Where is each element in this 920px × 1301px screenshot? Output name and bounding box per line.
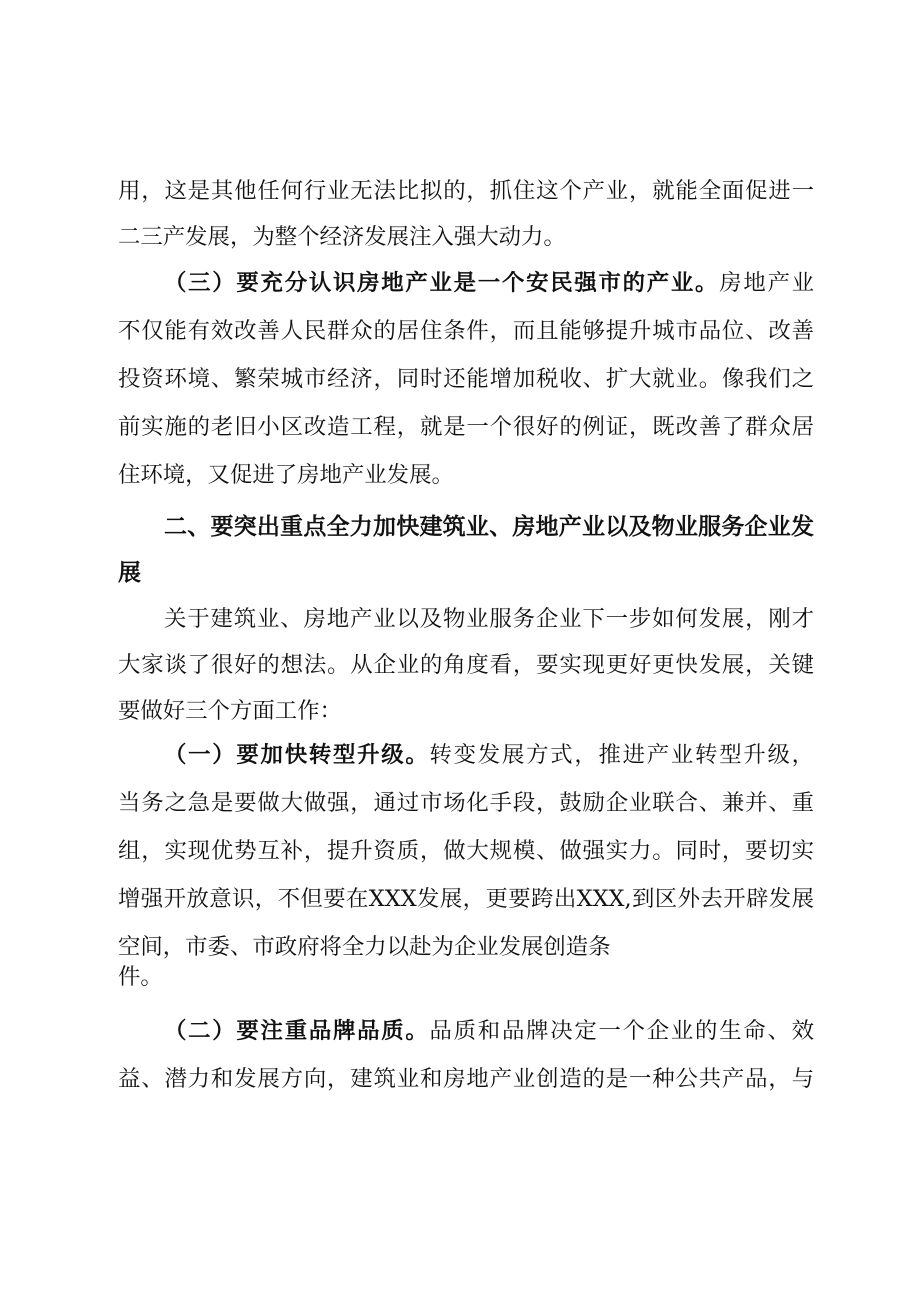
subheading-text: （一）要加快转型升级。: [164, 742, 430, 768]
body-text: 房地产业: [719, 270, 814, 296]
subheading-paragraph: [164, 1016, 814, 1046]
body-line: 住环境，又促进了房地产业发展。: [118, 462, 454, 488]
body-line: 关于建筑业、房地产业以及物业服务企业下一步如何发展，刚才: [164, 606, 814, 632]
body-line: 前实施的老旧小区改造工程，就是一个很好的例证，既改善了群众居: [118, 414, 814, 440]
body-line: 益、潜力和发展方向，建筑业和房地产业创造的是一种公共产品，与: [118, 1066, 814, 1092]
body-line: 件。: [118, 964, 163, 990]
body-text: 转变发展方式，推进产业转型升级，: [429, 742, 814, 768]
section-heading: 二、要突出重点全力加快建筑业、房地产业以及物业服务企业发: [164, 514, 814, 540]
subheading-paragraph: [164, 740, 814, 770]
subheading-text: （二）要注重品牌品质。: [164, 1018, 430, 1044]
body-line: 要做好三个方面工作：: [118, 698, 342, 724]
body-line: 组，实现优势互补，提升资质，做大规模、做强实力。同时，要切实: [118, 838, 814, 864]
body-line: 投资环境、繁荣城市经济，同时还能增加税收、扩大就业。像我们之: [118, 366, 814, 392]
subheading-text: （三）要充分认识房地产业是一个安民强市的产业。: [164, 270, 720, 296]
body-line: 二三产发展，为整个经济发展注入强大动力。: [118, 224, 566, 250]
body-line: 当务之急是要做大做强，通过市场化手段，鼓励企业联合、兼并、重: [118, 790, 814, 816]
body-text: 品质和品牌决定一个企业的生命、效: [429, 1018, 814, 1044]
body-line: 空间，市委、市政府将全力以赴为企业发展创造条: [118, 934, 611, 960]
body-line: 增强开放意识，不但要在XXX发展，更要跨出XXX,到区外去开辟发展: [118, 886, 814, 912]
subheading-paragraph: [164, 268, 814, 298]
body-line: 不仅能有效改善人民群众的居住条件，而且能够提升城市品位、改善: [118, 318, 814, 344]
body-line: 大家谈了很好的想法。从企业的角度看，要实现更好更快发展，关键: [118, 652, 814, 678]
body-line: 用，这是其他任何行业无法比拟的，抓住这个产业，就能全面促进一: [118, 178, 814, 204]
section-heading-cont: 展: [118, 560, 141, 586]
